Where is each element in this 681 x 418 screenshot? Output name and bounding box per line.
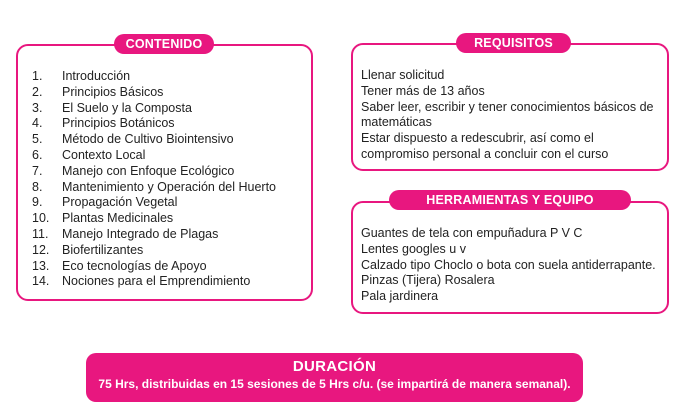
list-item: 8. Mantenimiento y Operación del Huerto [32, 179, 277, 194]
contenido-list [32, 69, 276, 290]
list-item: Saber leer, escribir y tener conocimientos básicos de matemáticas [361, 99, 654, 130]
list-item: 9. Propagación Vegetal [32, 195, 178, 210]
contenido-heading: CONTENIDO [114, 34, 214, 54]
herramientas-list [361, 226, 663, 305]
list-item: Estar dispuesto a redescubrir, así como el compromiso personal a concluir con el curso [361, 131, 609, 161]
list-item: Calzado tipo Choclo o bota con suela antiderrapante. [361, 257, 656, 272]
list-item: 12. Biofertilizantes [32, 242, 144, 257]
list-item: Llenar solicitud [361, 68, 445, 82]
list-item: 14. Nociones para el Emprendimiento [32, 274, 251, 289]
list-item: 10. Plantas Medicinales [32, 211, 174, 226]
duracion-banner [86, 353, 583, 402]
herramientas-heading: HERRAMIENTAS Y EQUIPO PERSONAL [389, 190, 631, 210]
requisitos-list [361, 68, 663, 163]
list-item: Tener más de 13 años [361, 83, 485, 98]
list-item: Pala jardinera [361, 289, 439, 304]
list-item: 1. Introducción [32, 69, 131, 83]
list-item: 7. Manejo con Enfoque Ecológico [32, 163, 235, 178]
duracion-title: DURACIÓN [292, 358, 377, 375]
list-item: Lentes googles u v [361, 241, 466, 256]
list-item: 6. Contexto Local [32, 147, 146, 162]
list-item: 5. Método de Cultivo Biointensivo [32, 132, 234, 147]
duracion-text: 75 Hrs, distribuidas en 15 sesiones de 5 Hrs c/u. (se impartirá de manera semanal). [98, 377, 571, 391]
list-item: 2. Principios Básicos [32, 84, 164, 99]
list-item: 3. El Suelo y la Composta [32, 100, 192, 115]
list-item: Pinzas (Tijera) Rosalera [361, 273, 495, 288]
requisitos-heading: REQUISITOS [456, 33, 571, 53]
list-item: 11. Manejo Integrado de Plagas [32, 226, 219, 241]
list-item: 4. Principios Botánicos [32, 116, 175, 131]
list-item: Guantes de tela con empuñadura P V C [361, 226, 583, 240]
list-item: 13. Eco tecnologías de Apoyo [32, 258, 207, 273]
